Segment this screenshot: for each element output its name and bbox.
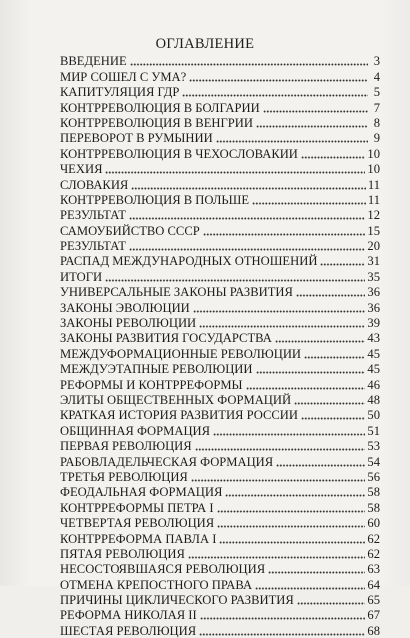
toc-heading: ОГЛАВЛЕНИЕ	[155, 36, 255, 52]
dot-leader	[188, 548, 366, 559]
dot-leader	[255, 579, 365, 590]
dot-leader	[294, 394, 365, 405]
dot-leader	[219, 533, 365, 544]
dot-leader	[301, 409, 365, 420]
toc-entry	[60, 145, 380, 160]
toc-entry-title: ЧЕХИЯ	[60, 162, 103, 177]
toc-entry-title: ЭЛИТЫ ОБЩЕСТВЕННЫХ ФОРМАЦИЙ	[60, 392, 292, 407]
toc-entry-title: САМОУБИЙСТВО СССР	[60, 223, 200, 238]
toc-entry	[60, 515, 380, 530]
toc-entry	[60, 592, 380, 607]
dot-leader	[296, 286, 366, 297]
toc-entry	[60, 84, 380, 99]
toc-entry	[60, 376, 380, 391]
dot-leader	[304, 348, 365, 359]
toc-entry-title: ОТМЕНА КРЕПОСТНОГО ПРАВА	[60, 577, 253, 592]
toc-entry-page: 39	[367, 316, 380, 331]
toc-entry-title: ОБЩИННАЯ ФОРМАЦИЯ	[60, 423, 211, 438]
toc-entry	[60, 330, 380, 345]
toc-entry-title: ВВЕДЕНИЕ	[60, 54, 127, 69]
toc-entry	[60, 607, 380, 622]
toc-entry-title: КОНТРРЕФОРМЫ ПЕТРА I	[60, 500, 214, 515]
toc-entry-page: 8	[373, 115, 380, 130]
dot-leader	[203, 225, 366, 236]
toc-entry-title: КРАТКАЯ ИСТОРИЯ РАЗВИТИЯ РОССИИ	[60, 408, 298, 423]
toc-entry	[60, 53, 380, 68]
toc-entry-page: 67	[367, 608, 380, 623]
dot-leader	[195, 440, 366, 451]
toc-entry	[60, 438, 380, 453]
toc-entry-title: МЕЖДУЭТАПНЫЕ РЕВОЛЮЦИИ	[60, 362, 253, 377]
toc-entry	[60, 222, 380, 237]
toc-entry-page: 62	[367, 546, 380, 561]
toc-entry-page: 56	[367, 469, 380, 484]
toc-entry	[60, 499, 380, 514]
dot-leader	[263, 102, 368, 113]
toc-entry-page: 48	[367, 392, 380, 407]
toc-entry	[60, 392, 380, 407]
toc-entry-title: КОНТРРЕВОЛЮЦИЯ В ПОЛЬШЕ	[60, 192, 250, 207]
dot-leader	[217, 517, 365, 528]
dot-leader	[213, 425, 365, 436]
toc-entry-page: 60	[367, 516, 380, 531]
toc-entry-title: ЗАКОНЫ ЭВОЛЮЦИИ	[60, 300, 190, 315]
toc-entry-title: РЕЗУЛЬТАТ	[60, 208, 126, 223]
toc-list	[60, 53, 380, 638]
toc-entry-title: РЕФОРМЫ И КОНТРРЕФОРМЫ	[60, 377, 243, 392]
toc-entry-title: ТРЕТЬЯ РЕВОЛЮЦИЯ	[60, 469, 188, 484]
dot-leader	[131, 179, 366, 190]
toc-entry-page: 11	[367, 177, 380, 192]
toc-entry-page: 20	[367, 239, 380, 254]
toc-entry-title: ИТОГИ	[60, 269, 103, 284]
toc-entry-page: 10	[367, 162, 380, 177]
toc-entry-page: 10	[367, 146, 380, 161]
dot-leader	[182, 86, 368, 97]
toc-entry	[60, 192, 380, 207]
toc-entry	[60, 546, 380, 561]
toc-entry-title: СЛОВАКИЯ	[60, 177, 129, 192]
toc-entry-title: ЗАКОНЫ РАЗВИТИЯ ГОСУДАРСТВА	[60, 331, 272, 346]
toc-entry-page: 15	[367, 223, 380, 238]
toc-entry-page: 64	[367, 577, 380, 592]
toc-entry	[60, 115, 380, 130]
toc-entry	[60, 130, 380, 145]
toc-entry-title: РЕФОРМА НИКОЛАЯ II	[60, 608, 197, 623]
dot-leader	[256, 117, 368, 128]
toc-entry-page: 11	[367, 192, 380, 207]
toc-entry	[60, 299, 380, 314]
toc-entry-page: 7	[373, 100, 380, 115]
dot-leader	[252, 194, 366, 205]
toc-entry-title: УНИВЕРСАЛЬНЫЕ ЗАКОНЫ РАЗВИТИЯ	[60, 285, 293, 300]
dot-leader	[199, 625, 365, 636]
dot-leader	[105, 163, 365, 174]
toc-entry-title: РЕЗУЛЬТАТ	[60, 239, 126, 254]
toc-entry-page: 36	[367, 285, 380, 300]
toc-entry	[60, 99, 380, 114]
toc-entry-page: 4	[373, 69, 380, 84]
dot-leader	[193, 302, 366, 313]
dot-leader	[129, 209, 365, 220]
toc-entry-page: 58	[367, 485, 380, 500]
toc-entry	[60, 161, 380, 176]
toc-entry	[60, 345, 380, 360]
toc-entry-page: 53	[367, 439, 380, 454]
toc-entry-page: 43	[367, 331, 380, 346]
toc-entry	[60, 68, 380, 83]
toc-entry-title: ПЕРЕВОРОТ В РУМЫНИИ	[60, 131, 213, 146]
toc-entry-page: 36	[367, 300, 380, 315]
dot-leader	[191, 471, 366, 482]
toc-entry	[60, 361, 380, 376]
toc-entry-page: 63	[367, 562, 380, 577]
toc-entry-title: ЗАКОНЫ РЕВОЛЮЦИИ	[60, 316, 197, 331]
toc-entry-page: 58	[367, 500, 380, 515]
toc-entry-title: ПРИЧИНЫ ЦИКЛИЧЕСКОГО РАЗВИТИЯ	[60, 593, 294, 608]
toc-entry-page: 68	[367, 623, 380, 638]
toc-entry-title: ПЯТАЯ РЕВОЛЮЦИЯ	[60, 546, 185, 561]
toc-entry-page: 9	[373, 131, 380, 146]
toc-entry	[60, 253, 380, 268]
toc-entry-page: 45	[367, 346, 380, 361]
dot-leader	[246, 379, 366, 390]
toc-entry-title: МЕЖДУФОРМАЦИОННЫЕ РЕВОЛЮЦИИ	[60, 346, 302, 361]
toc-entry	[60, 561, 380, 576]
toc-entry-page: 50	[367, 408, 380, 423]
dot-leader	[276, 456, 365, 467]
toc-entry	[60, 530, 380, 545]
toc-entry	[60, 422, 380, 437]
toc-entry-title: ПЕРВАЯ РЕВОЛЮЦИЯ	[60, 439, 192, 454]
toc-entry-page: 5	[373, 85, 380, 100]
dot-leader	[105, 271, 365, 282]
toc-entry-title: МИР СОШЕЛ С УМА?	[60, 69, 187, 84]
toc-entry	[60, 622, 380, 637]
dot-leader	[129, 240, 365, 251]
toc-entry-title: КОНТРРЕВОЛЮЦИЯ В ВЕНГРИИ	[60, 115, 253, 130]
dot-leader	[320, 255, 365, 266]
toc-entry-page: 54	[367, 454, 380, 469]
dot-leader	[200, 609, 366, 620]
toc-entry-page: 3	[373, 54, 380, 69]
dot-leader	[199, 317, 365, 328]
toc-entry-title: ФЕОДАЛЬНАЯ ФОРМАЦИЯ	[60, 485, 223, 500]
toc-entry-page: 62	[367, 531, 380, 546]
dot-leader	[297, 594, 366, 605]
toc-entry-title: КОНТРРЕВОЛЮЦИЯ В БОЛГАРИИ	[60, 100, 260, 115]
toc-entry-page: 45	[367, 362, 380, 377]
dot-leader	[130, 55, 368, 66]
dot-leader	[217, 502, 366, 513]
toc-entry	[60, 576, 380, 591]
toc-entry-page: 51	[367, 423, 380, 438]
dot-leader	[225, 486, 365, 497]
toc-entry-page: 12	[367, 208, 380, 223]
toc-entry	[60, 453, 380, 468]
toc-entry-title: РАСПАД МЕЖДУНАРОДНЫХ ОТНОШЕНИЙ	[60, 254, 318, 269]
dot-leader	[189, 71, 368, 82]
toc-entry	[60, 484, 380, 499]
dot-leader	[268, 563, 365, 574]
toc-entry	[60, 469, 380, 484]
toc-entry-page: 35	[367, 269, 380, 284]
toc-entry-title: НЕСОСТОЯВШАЯСЯ РЕВОЛЮЦИЯ	[60, 562, 266, 577]
toc-entry-title: КОНТРРЕВОЛЮЦИЯ В ЧЕХОСЛОВАКИИ	[60, 146, 298, 161]
toc-entry-page: 31	[367, 254, 380, 269]
dot-leader	[301, 148, 366, 159]
toc-entry-title: ШЕСТАЯ РЕВОЛЮЦИЯ	[60, 623, 197, 638]
toc-entry	[60, 238, 380, 253]
toc-entry-title: ЧЕТВЕРТАЯ РЕВОЛЮЦИЯ	[60, 516, 215, 531]
toc-entry-title: РАБОВЛАДЕЛЬЧЕСКАЯ ФОРМАЦИЯ	[60, 454, 274, 469]
toc-entry-title: КОНТРРЕФОРМА ПАВЛА I	[60, 531, 217, 546]
toc-entry	[60, 176, 380, 191]
toc-entry	[60, 284, 380, 299]
toc-entry	[60, 407, 380, 422]
toc-entry-page: 65	[367, 593, 380, 608]
toc-entry	[60, 268, 380, 283]
toc-entry	[60, 207, 380, 222]
toc-entry	[60, 315, 380, 330]
dot-leader	[275, 332, 366, 343]
toc-entry-title: КАПИТУЛЯЦИЯ ГДР	[60, 85, 180, 100]
dot-leader	[256, 363, 366, 374]
toc-entry-page: 46	[367, 377, 380, 392]
dot-leader	[216, 132, 368, 143]
